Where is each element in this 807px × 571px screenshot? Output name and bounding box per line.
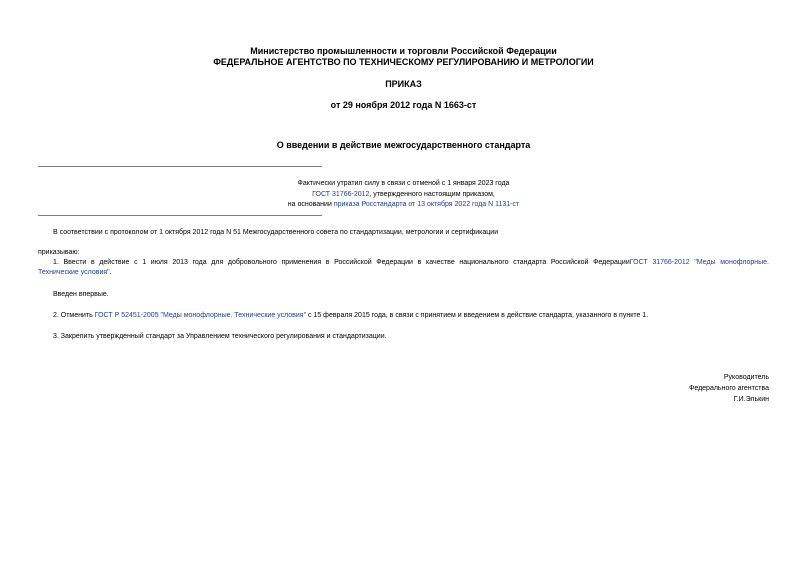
item-1-text: 1. Ввести в действие с 1 июля 2013 года для добровольного применения в Российской Федерации в качестве национального стандарта Российской Федерации — [53, 259, 630, 266]
signature-title-2: Федерального агентства — [689, 385, 769, 392]
ministry-name: Министерство промышленности и торговли Российской Федерации — [250, 46, 557, 56]
gost-r-52451-link[interactable]: ГОСТ Р 52451-2005 "Меды монофлорные. Технические условия" — [94, 312, 307, 319]
agency-name: ФЕДЕРАЛЬНОЕ АГЕНТСТВО ПО ТЕХНИЧЕСКОМУ РЕГУЛИРОВАНИЮ И МЕТРОЛОГИИ — [213, 57, 594, 67]
item-3-paragraph: 3. Закрепить утвержденный стандарт за Управлением технического регулирования и стандартизации. — [53, 333, 387, 340]
document-date-number: от 29 ноября 2012 года N 1663-ст — [330, 100, 477, 110]
status-note-line-3 — [0, 199, 807, 210]
item-2-prefix: 2. Отменить — [53, 312, 95, 319]
order-word: приказываю: — [38, 249, 80, 256]
gost-31766-standard-link-a[interactable]: ГОСТ 31766-2012 "Меды монофлорные. — [629, 259, 769, 266]
rosstandart-order-link[interactable]: приказа Росстандарта от 13 октября 2022 года N 1131-ст — [333, 201, 520, 208]
introduced-first-note: Введен впервые. — [53, 291, 109, 298]
status-note-line-2-text: , утвержденного настоящим приказом, — [369, 191, 495, 198]
document-type: ПРИКАЗ — [385, 79, 422, 89]
top-divider — [38, 166, 322, 167]
document-subject: О введении в действие межгосударственного стандарта — [276, 140, 531, 150]
gost-31766-link[interactable]: ГОСТ 31766-2012 — [312, 191, 370, 198]
signature-title-1: Руководитель — [723, 374, 769, 381]
gost-31766-standard-link-b[interactable]: Технические условия" — [38, 269, 110, 276]
item-1-end: . — [109, 269, 112, 276]
item-2-paragraph — [53, 311, 648, 320]
item-1-line-1 — [53, 258, 769, 267]
status-note-line-1: Фактически утратил силу в связи с отменой с 1 января 2023 года — [297, 180, 510, 187]
preamble-paragraph: В соответствии с протоколом от 1 октября 2012 года N 51 Межгосударственного совета по стандартизации, метрологии и сертификации — [53, 229, 499, 236]
item-1-line-2 — [38, 268, 112, 277]
bottom-divider — [38, 215, 322, 216]
item-2-rest: с 15 февраля 2015 года, в связи с принятием и введением в действие стандарта, указанного в пункте 1. — [306, 312, 649, 319]
status-note-line-3-prefix: на основании — [287, 201, 334, 208]
signature-name: Г.И.Элькин — [733, 396, 769, 403]
